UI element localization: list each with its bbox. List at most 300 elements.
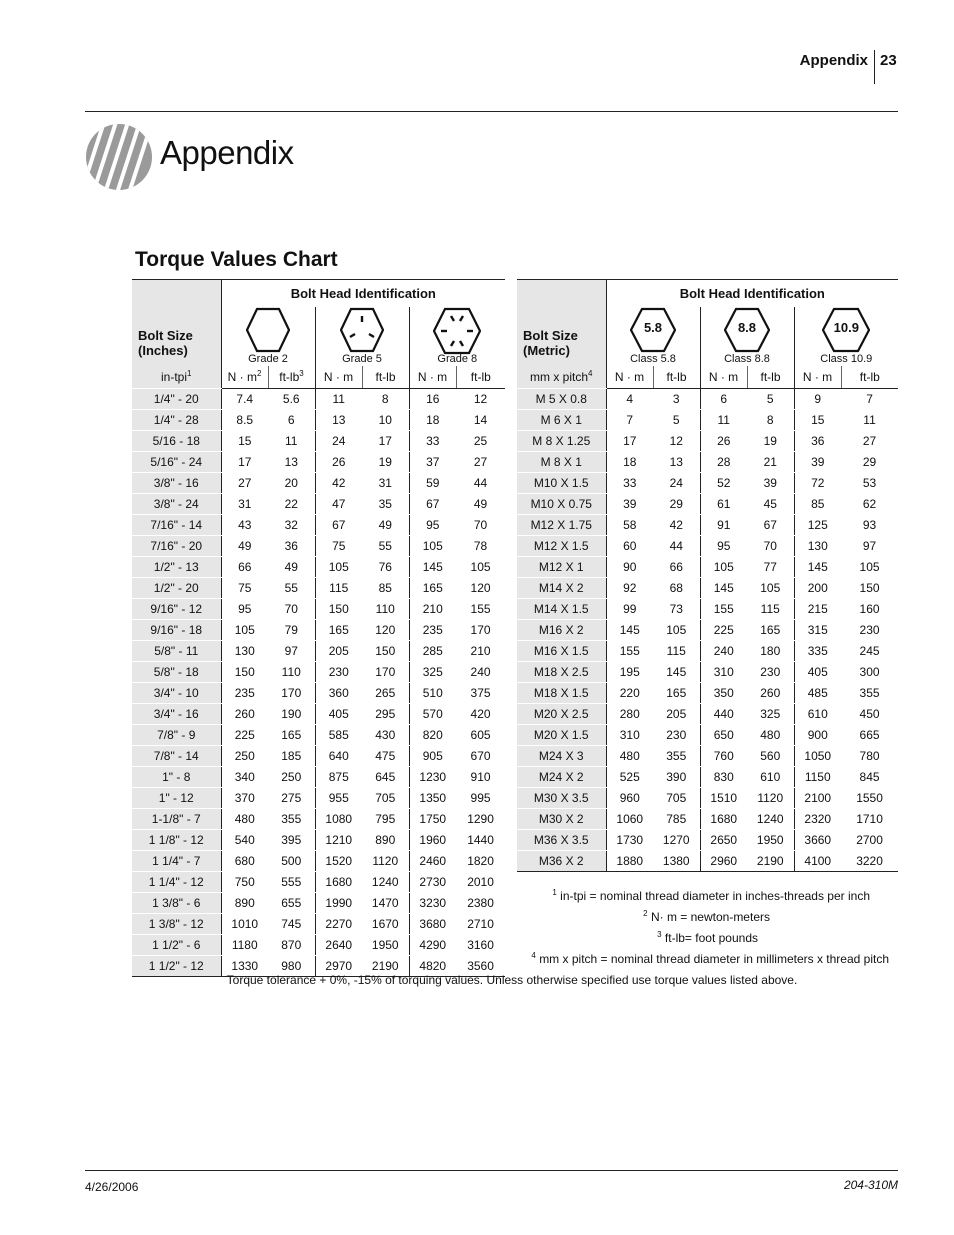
- metric-torque-cell: 145: [794, 557, 841, 578]
- inch-torque-cell: 59: [409, 473, 456, 494]
- inch-table-row: [132, 578, 505, 599]
- metric-torque-cell: 1050: [794, 746, 841, 767]
- inch-torque-cell: 870: [268, 935, 315, 956]
- inch-torque-cell: 395: [268, 830, 315, 851]
- inch-torque-cell: 210: [456, 641, 505, 662]
- inch-bolt-size-cell: 1" - 12: [132, 788, 221, 809]
- metric-torque-cell: 95: [700, 536, 747, 557]
- inch-torque-cell: 55: [268, 578, 315, 599]
- metric-torque-cell: 195: [606, 662, 653, 683]
- metric-table-row: [517, 557, 898, 578]
- metric-torque-cell: 440: [700, 704, 747, 725]
- metric-torque-cell: 6: [700, 389, 747, 410]
- metric-torque-cell: 67: [747, 515, 794, 536]
- class-8-8-nm-header: N · m: [700, 366, 747, 389]
- inch-torque-cell: 76: [362, 557, 409, 578]
- inch-torque-cell: 70: [268, 599, 315, 620]
- metric-torque-cell: 19: [747, 431, 794, 452]
- metric-torque-cell: 60: [606, 536, 653, 557]
- inch-torque-cell: 235: [221, 683, 268, 704]
- inch-torque-cell: 2380: [456, 893, 505, 914]
- class-8-8-badge: 8.8: [737, 320, 757, 335]
- inch-torque-cell: 75: [315, 536, 362, 557]
- metric-torque-cell: 165: [653, 683, 700, 704]
- inch-bolt-size-cell: 1 1/2" - 6: [132, 935, 221, 956]
- inch-torque-cell: 230: [315, 662, 362, 683]
- metric-table-row: [517, 725, 898, 746]
- inch-bolt-size-cell: 1 3/8" - 6: [132, 893, 221, 914]
- metric-torque-cell: 160: [841, 599, 898, 620]
- inch-torque-cell: 2190: [362, 956, 409, 977]
- inch-torque-cell: 285: [409, 641, 456, 662]
- hex-three-marks-icon: [340, 307, 384, 353]
- metric-table-row: [517, 683, 898, 704]
- metric-torque-cell: 240: [700, 641, 747, 662]
- metric-torque-cell: 33: [606, 473, 653, 494]
- metric-torque-cell: 72: [794, 473, 841, 494]
- inch-torque-cell: 55: [362, 536, 409, 557]
- hex-six-marks-icon: [433, 307, 481, 355]
- metric-torque-cell: 7: [841, 389, 898, 410]
- metric-torque-cell: 3: [653, 389, 700, 410]
- metric-torque-cell: 245: [841, 641, 898, 662]
- inch-table-row: [132, 641, 505, 662]
- inch-torque-cell: 95: [221, 599, 268, 620]
- grade-2-ftlb-header: $ft-lb^3$: [268, 366, 315, 389]
- inch-table-row: [132, 452, 505, 473]
- page-title: Appendix: [160, 134, 294, 171]
- inch-bolt-size-cell: 5/16 - 18: [132, 431, 221, 452]
- inch-bolt-size-cell: 3/8" - 16: [132, 473, 221, 494]
- metric-bolt-size-cell: M10 X 1.5: [517, 473, 606, 494]
- metric-table-row: [517, 578, 898, 599]
- metric-torque-cell: 310: [700, 662, 747, 683]
- metric-torque-cell: 39: [794, 452, 841, 473]
- inch-torque-cell: 44: [456, 473, 505, 494]
- metric-torque-cell: 900: [794, 725, 841, 746]
- inch-table-row: [132, 767, 505, 788]
- metric-torque-cell: 8: [747, 410, 794, 431]
- inch-bolt-size-cell: 3/8" - 24: [132, 494, 221, 515]
- inch-torque-cell: 235: [409, 620, 456, 641]
- inch-bolt-size-cell: 1 1/2" - 12: [132, 956, 221, 977]
- metric-size-header-line1: Bolt Size: [523, 328, 578, 343]
- inch-torque-cell: 170: [456, 620, 505, 641]
- inch-torque-cell: 110: [268, 662, 315, 683]
- inch-torque-table: [132, 279, 505, 977]
- metric-torque-cell: 66: [653, 557, 700, 578]
- grade-2-nm-header: $N \cdot m^2$: [221, 366, 268, 389]
- inch-torque-cell: 295: [362, 704, 409, 725]
- footnote-3: $^3$ ft-lb= foot pounds: [657, 930, 758, 945]
- inch-torque-cell: 2270: [315, 914, 362, 935]
- metric-torque-cell: 960: [606, 788, 653, 809]
- metric-torque-cell: 2650: [700, 830, 747, 851]
- hex-plain-icon: [246, 307, 290, 353]
- metric-table-row: [517, 515, 898, 536]
- metric-torque-cell: 145: [700, 578, 747, 599]
- class-8-8-cell: [700, 307, 794, 366]
- metric-bolt-size-cell: M36 X 3.5: [517, 830, 606, 851]
- metric-table-row: [517, 410, 898, 431]
- metric-table-row: [517, 536, 898, 557]
- inch-torque-cell: 250: [268, 767, 315, 788]
- inch-torque-cell: 8: [362, 389, 409, 410]
- footnote-2: $^2$ N· m = newton-meters: [643, 909, 770, 924]
- metric-torque-cell: 335: [794, 641, 841, 662]
- metric-bolt-size-cell: M20 X 1.5: [517, 725, 606, 746]
- metric-torque-cell: 230: [747, 662, 794, 683]
- metric-bolt-size-cell: M14 X 2: [517, 578, 606, 599]
- grade-8-nm-header: N · m: [409, 366, 456, 389]
- metric-torque-cell: 165: [747, 620, 794, 641]
- metric-torque-cell: 36: [794, 431, 841, 452]
- inch-torque-cell: 105: [456, 557, 505, 578]
- metric-torque-cell: 2100: [794, 788, 841, 809]
- inch-torque-cell: 185: [268, 746, 315, 767]
- metric-torque-cell: 1510: [700, 788, 747, 809]
- inch-torque-cell: 115: [315, 578, 362, 599]
- inch-torque-cell: 67: [315, 515, 362, 536]
- inch-torque-cell: 655: [268, 893, 315, 914]
- metric-bolt-size-cell: M30 X 2: [517, 809, 606, 830]
- inch-torque-cell: 1010: [221, 914, 268, 935]
- metric-bolt-size-cell: M24 X 2: [517, 767, 606, 788]
- metric-table-row: [517, 599, 898, 620]
- grade-2-label: Grade 2: [248, 353, 288, 365]
- metric-torque-cell: 77: [747, 557, 794, 578]
- metric-table-row: [517, 389, 898, 410]
- metric-table-row: [517, 431, 898, 452]
- metric-table-row: [517, 473, 898, 494]
- metric-torque-cell: 215: [794, 599, 841, 620]
- metric-torque-cell: 155: [606, 641, 653, 662]
- metric-torque-cell: 1680: [700, 809, 747, 830]
- inch-torque-cell: 49: [456, 494, 505, 515]
- footer-doc-number: 204-310M: [843, 1178, 898, 1192]
- inch-table-row: [132, 830, 505, 851]
- metric-torque-cell: 205: [653, 704, 700, 725]
- metric-torque-cell: 3220: [841, 851, 898, 872]
- metric-torque-cell: 21: [747, 452, 794, 473]
- inch-torque-cell: 165: [315, 620, 362, 641]
- metric-torque-cell: 230: [841, 620, 898, 641]
- inch-table-row: [132, 410, 505, 431]
- inch-table-row: [132, 746, 505, 767]
- inch-torque-cell: 49: [362, 515, 409, 536]
- inch-torque-cell: 250: [221, 746, 268, 767]
- metric-torque-cell: 91: [700, 515, 747, 536]
- metric-torque-cell: 29: [841, 452, 898, 473]
- inch-torque-cell: 795: [362, 809, 409, 830]
- inch-torque-cell: 20: [268, 473, 315, 494]
- metric-torque-cell: 350: [700, 683, 747, 704]
- metric-torque-cell: 44: [653, 536, 700, 557]
- metric-table-body: [517, 389, 898, 872]
- inch-torque-cell: 890: [362, 830, 409, 851]
- metric-torque-cell: 99: [606, 599, 653, 620]
- metric-torque-cell: 85: [794, 494, 841, 515]
- inch-torque-cell: 10: [362, 410, 409, 431]
- metric-bolt-size-cell: M 6 X 1: [517, 410, 606, 431]
- inch-torque-cell: 105: [315, 557, 362, 578]
- metric-torque-cell: 480: [747, 725, 794, 746]
- inch-torque-cell: 3230: [409, 893, 456, 914]
- inch-torque-cell: 2010: [456, 872, 505, 893]
- inch-torque-cell: 2970: [315, 956, 362, 977]
- metric-torque-cell: 150: [841, 578, 898, 599]
- inch-table-row: [132, 851, 505, 872]
- metric-torque-cell: 68: [653, 578, 700, 599]
- metric-bolt-size-cell: M 8 X 1: [517, 452, 606, 473]
- inch-torque-cell: 32: [268, 515, 315, 536]
- inch-torque-cell: 27: [456, 452, 505, 473]
- metric-torque-cell: 29: [653, 494, 700, 515]
- metric-torque-cell: 105: [653, 620, 700, 641]
- inch-torque-cell: 6: [268, 410, 315, 431]
- inch-torque-cell: 205: [315, 641, 362, 662]
- inch-torque-cell: 24: [315, 431, 362, 452]
- inch-size-unit: in-tpi$^1$: [132, 366, 221, 389]
- inch-torque-cell: 210: [409, 599, 456, 620]
- inch-torque-cell: 2730: [409, 872, 456, 893]
- inch-torque-cell: 190: [268, 704, 315, 725]
- inch-torque-cell: 355: [268, 809, 315, 830]
- inch-bolt-size-cell: 1 1/8" - 12: [132, 830, 221, 851]
- inch-table-row: [132, 389, 505, 410]
- metric-torque-cell: 145: [653, 662, 700, 683]
- metric-bolt-size-cell: M18 X 1.5: [517, 683, 606, 704]
- inch-torque-cell: 360: [315, 683, 362, 704]
- inch-torque-cell: 17: [221, 452, 268, 473]
- inch-torque-cell: 955: [315, 788, 362, 809]
- inch-torque-cell: 3560: [456, 956, 505, 977]
- metric-bolt-size-cell: M20 X 2.5: [517, 704, 606, 725]
- inch-torque-cell: 820: [409, 725, 456, 746]
- metric-bolt-size-cell: M24 X 3: [517, 746, 606, 767]
- metric-torque-cell: 200: [794, 578, 841, 599]
- metric-bolt-size-cell: M12 X 1: [517, 557, 606, 578]
- inch-table-row: [132, 935, 505, 956]
- metric-torque-cell: 525: [606, 767, 653, 788]
- inch-torque-cell: 35: [362, 494, 409, 515]
- metric-torque-cell: 13: [653, 452, 700, 473]
- inch-torque-cell: 1680: [315, 872, 362, 893]
- metric-table-row: [517, 851, 898, 872]
- inch-torque-cell: 13: [315, 410, 362, 431]
- metric-torque-cell: 1150: [794, 767, 841, 788]
- grade-2-cell: [221, 307, 315, 366]
- metric-torque-cell: 845: [841, 767, 898, 788]
- metric-torque-cell: 1120: [747, 788, 794, 809]
- chart-title: Torque Values Chart: [135, 248, 338, 271]
- inch-torque-cell: 11: [315, 389, 362, 410]
- inch-torque-cell: 370: [221, 788, 268, 809]
- inch-torque-cell: 240: [456, 662, 505, 683]
- inch-torque-cell: 405: [315, 704, 362, 725]
- inch-torque-cell: 110: [362, 599, 409, 620]
- inch-torque-cell: 150: [362, 641, 409, 662]
- metric-torque-cell: 230: [653, 725, 700, 746]
- inch-torque-cell: 555: [268, 872, 315, 893]
- inch-bolt-size-cell: 5/8" - 11: [132, 641, 221, 662]
- metric-torque-cell: 17: [606, 431, 653, 452]
- metric-torque-cell: 1950: [747, 830, 794, 851]
- metric-torque-cell: 480: [606, 746, 653, 767]
- inch-torque-cell: 3160: [456, 935, 505, 956]
- inch-torque-cell: 1210: [315, 830, 362, 851]
- inch-bolt-size-cell: 1 3/8" - 12: [132, 914, 221, 935]
- metric-torque-cell: 105: [700, 557, 747, 578]
- metric-torque-cell: 705: [653, 788, 700, 809]
- metric-torque-cell: 12: [653, 431, 700, 452]
- class-5-8-badge: 5.8: [643, 320, 663, 335]
- class-5-8-label: Class 5.8: [630, 353, 676, 365]
- metric-table-row: [517, 830, 898, 851]
- footnote-4: $^4$ mm x pitch = nominal thread diameter in millimeters x thread pitch: [531, 951, 889, 966]
- inch-torque-cell: 340: [221, 767, 268, 788]
- metric-torque-cell: 11: [841, 410, 898, 431]
- inch-torque-cell: 33: [409, 431, 456, 452]
- inch-torque-cell: 1820: [456, 851, 505, 872]
- inch-bolt-size-cell: 1/4" - 28: [132, 410, 221, 431]
- inch-torque-cell: 2460: [409, 851, 456, 872]
- metric-bolt-size-cell: M30 X 3.5: [517, 788, 606, 809]
- inch-bolt-size-cell: 7/16" - 14: [132, 515, 221, 536]
- metric-torque-cell: 315: [794, 620, 841, 641]
- inch-torque-cell: 4290: [409, 935, 456, 956]
- inch-torque-cell: 980: [268, 956, 315, 977]
- inch-table-row: [132, 809, 505, 830]
- inch-size-header: [132, 280, 221, 367]
- inch-bolt-size-cell: 1" - 8: [132, 767, 221, 788]
- metric-torque-cell: 390: [653, 767, 700, 788]
- inch-torque-cell: 70: [456, 515, 505, 536]
- inch-table-row: [132, 725, 505, 746]
- metric-torque-cell: 39: [747, 473, 794, 494]
- inch-torque-cell: 680: [221, 851, 268, 872]
- inch-bolt-size-cell: 9/16" - 12: [132, 599, 221, 620]
- inch-bolt-size-cell: 1/4" - 20: [132, 389, 221, 410]
- metric-torque-cell: 2960: [700, 851, 747, 872]
- metric-bolt-size-cell: M14 X 1.5: [517, 599, 606, 620]
- metric-torque-cell: 130: [794, 536, 841, 557]
- metric-bolt-size-cell: M16 X 1.5: [517, 641, 606, 662]
- inch-torque-cell: 1230: [409, 767, 456, 788]
- inch-torque-cell: 1290: [456, 809, 505, 830]
- grade-8-ftlb-header: ft-lb: [456, 366, 505, 389]
- inch-torque-cell: 97: [268, 641, 315, 662]
- metric-torque-cell: 225: [700, 620, 747, 641]
- metric-torque-cell: 220: [606, 683, 653, 704]
- inch-torque-cell: 4820: [409, 956, 456, 977]
- inch-torque-cell: 19: [362, 452, 409, 473]
- inch-torque-cell: 1470: [362, 893, 409, 914]
- metric-torque-cell: 280: [606, 704, 653, 725]
- metric-torque-cell: 11: [700, 410, 747, 431]
- class-8-8-ftlb-header: ft-lb: [747, 366, 794, 389]
- inch-table-row: [132, 536, 505, 557]
- inch-bolt-size-cell: 1/2" - 20: [132, 578, 221, 599]
- inch-torque-cell: 500: [268, 851, 315, 872]
- inch-torque-cell: 1350: [409, 788, 456, 809]
- inch-torque-cell: 47: [315, 494, 362, 515]
- metric-torque-cell: 92: [606, 578, 653, 599]
- grade-8-cell: [409, 307, 505, 366]
- metric-torque-cell: 5: [747, 389, 794, 410]
- metric-table-row: [517, 641, 898, 662]
- inch-torque-cell: 875: [315, 767, 362, 788]
- inch-torque-cell: 905: [409, 746, 456, 767]
- metric-table-row: [517, 809, 898, 830]
- inch-torque-cell: 37: [409, 452, 456, 473]
- metric-torque-cell: 145: [606, 620, 653, 641]
- metric-torque-cell: 53: [841, 473, 898, 494]
- tolerance-note: Torque tolerance + 0%, -15% of torquing values. Unless otherwise specified use torque values listed above.: [226, 973, 798, 987]
- metric-torque-cell: 62: [841, 494, 898, 515]
- metric-table-row: [517, 620, 898, 641]
- metric-torque-cell: 1240: [747, 809, 794, 830]
- metric-torque-cell: 450: [841, 704, 898, 725]
- inch-torque-cell: 585: [315, 725, 362, 746]
- metric-torque-cell: 300: [841, 662, 898, 683]
- header-rule: [85, 111, 898, 112]
- inch-torque-cell: 36: [268, 536, 315, 557]
- inch-bolt-head-header: Bolt Head Identification: [221, 280, 505, 308]
- metric-torque-cell: 785: [653, 809, 700, 830]
- inch-torque-cell: 375: [456, 683, 505, 704]
- inch-torque-cell: 18: [409, 410, 456, 431]
- metric-bolt-size-cell: M36 X 2: [517, 851, 606, 872]
- metric-torque-cell: 125: [794, 515, 841, 536]
- inch-torque-cell: 510: [409, 683, 456, 704]
- metric-torque-cell: 15: [794, 410, 841, 431]
- inch-torque-cell: 890: [221, 893, 268, 914]
- inch-table-row: [132, 599, 505, 620]
- grade-5-nm-header: N · m: [315, 366, 362, 389]
- metric-torque-cell: 1060: [606, 809, 653, 830]
- metric-torque-cell: 780: [841, 746, 898, 767]
- inch-torque-cell: 1330: [221, 956, 268, 977]
- metric-torque-cell: 610: [747, 767, 794, 788]
- inch-torque-cell: 31: [362, 473, 409, 494]
- inch-bolt-size-cell: 1 1/4" - 7: [132, 851, 221, 872]
- inch-table-row: [132, 704, 505, 725]
- metric-table-row: [517, 788, 898, 809]
- metric-torque-cell: 4: [606, 389, 653, 410]
- class-10-9-label: Class 10.9: [820, 353, 873, 365]
- inch-torque-cell: 8.5: [221, 410, 268, 431]
- inch-torque-cell: 25: [456, 431, 505, 452]
- inch-torque-cell: 170: [362, 662, 409, 683]
- metric-torque-table: [517, 279, 898, 872]
- inch-table-row: [132, 620, 505, 641]
- inch-torque-cell: 670: [456, 746, 505, 767]
- inch-torque-cell: 995: [456, 788, 505, 809]
- inch-torque-cell: 31: [221, 494, 268, 515]
- class-10-9-badge: 10.9: [833, 320, 859, 335]
- inch-table-row: [132, 788, 505, 809]
- inch-torque-cell: 225: [221, 725, 268, 746]
- inch-torque-cell: 145: [409, 557, 456, 578]
- class-5-8-cell: [606, 307, 700, 366]
- metric-torque-cell: 5: [653, 410, 700, 431]
- metric-torque-cell: 105: [841, 557, 898, 578]
- metric-torque-cell: 1880: [606, 851, 653, 872]
- inch-torque-cell: 645: [362, 767, 409, 788]
- inch-torque-cell: 910: [456, 767, 505, 788]
- metric-torque-cell: 26: [700, 431, 747, 452]
